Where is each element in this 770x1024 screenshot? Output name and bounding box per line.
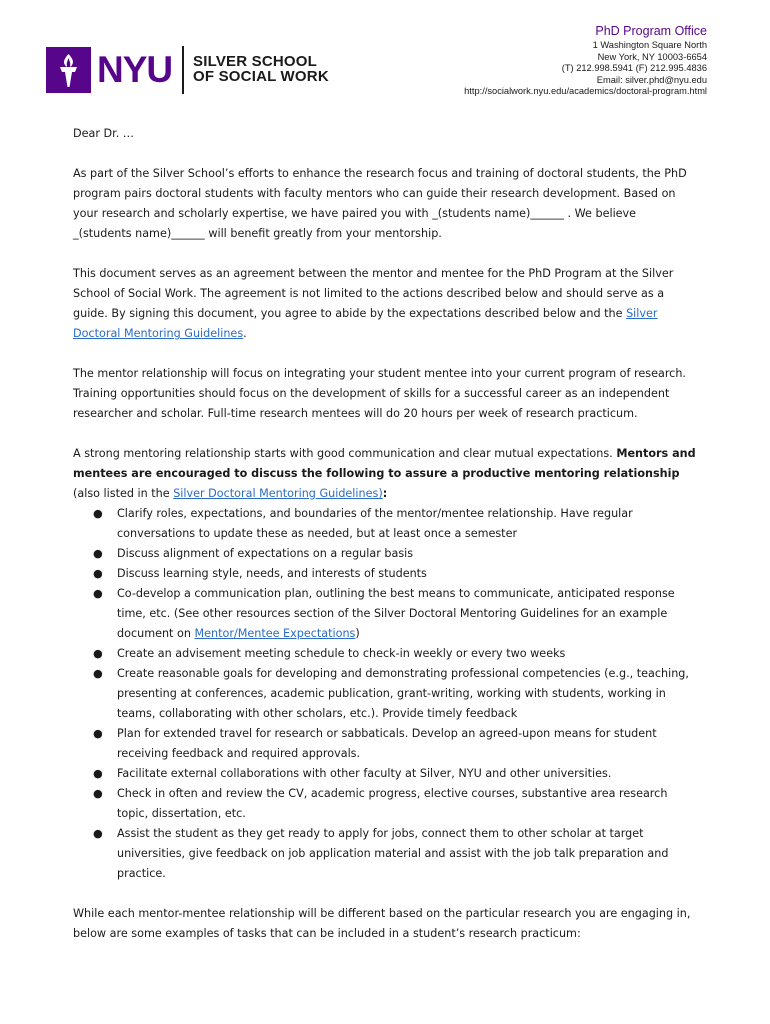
list-item-text: Facilitate external collaborations with other faculty at Silver, NYU and other universities.	[117, 767, 612, 780]
list-item	[73, 504, 698, 544]
list-item-text: Create an advisement meeting schedule to check-in weekly or every two weeks	[117, 647, 566, 660]
bullet-icon: ●	[93, 587, 103, 600]
list-item-text: Clarify roles, expectations, and boundaries of the mentor/mentee relationship. Have regular conversations to update these as needed, but at least once a semester	[117, 507, 633, 540]
bullet-icon: ●	[93, 727, 103, 740]
office-address: 1 Washington Square North	[592, 40, 707, 50]
paragraph-focus: The mentor relationship will focus on integrating your student mentee into your current program of research. Training opportunities should focus on the development of skills for a successful career as an independent researcher and scholar. Full-time research mentees will do 20 hours per week of research practicum.	[73, 367, 686, 420]
bullet-icon: ●	[93, 507, 103, 520]
paragraph-expectations	[73, 444, 698, 504]
office-title: PhD Program Office	[595, 24, 707, 38]
paragraph-intro: As part of the Silver School’s efforts to enhance the research focus and training of doctoral students, the PhD program pairs doctoral students with faculty mentors who can guide their research development. Based on your research and scholarly expertise, we have paired you with _(students name)______ . We believe _(students name)______ will benefit greatly from your mentorship.	[73, 167, 687, 240]
list-item	[73, 784, 698, 824]
list-item-text: Create reasonable goals for developing and demonstrating professional competencies (e.g., teaching, presenting at conferences, academic publication, grant-writing, working with students, working in teams, collaborating with other scholars, etc.). Provide timely feedback	[117, 667, 689, 720]
mentoring-bullet-list	[73, 504, 698, 884]
office-url: http://socialwork.nyu.edu/academics/doctoral-program.html	[464, 86, 707, 96]
bullet-icon: ●	[93, 827, 103, 840]
list-item	[73, 724, 698, 764]
expectations-bold: Mentors and mentees are encouraged to discuss the following to assure a productive mentoring relationship	[73, 447, 696, 480]
school-name-line2: OF SOCIAL WORK	[193, 68, 329, 85]
bullet-icon: ●	[93, 547, 103, 560]
letterhead	[0, 0, 770, 120]
guidelines-link[interactable]: Silver Doctoral Mentoring Guidelines	[73, 307, 658, 340]
list-item-text: Assist the student as they get ready to apply for jobs, connect them to other scholar at target universities, give feedback on job application material and assist with the job talk preparation and practice.	[117, 827, 669, 880]
list-item	[73, 764, 698, 784]
nyu-wordmark: NYU	[97, 49, 173, 90]
expectations-colon: :	[382, 487, 388, 500]
mentor-mentee-expectations-link[interactable]: Mentor/Mentee Expectations	[194, 627, 356, 640]
salutation: Dear Dr. …	[73, 127, 134, 140]
list-item-text: Check in often and review the CV, academic progress, elective courses, substantive area research topic, dissertation, etc.	[117, 787, 668, 820]
list-item	[73, 544, 698, 564]
list-item-text: Plan for extended travel for research or sabbaticals. Develop an agreed-upon means for student receiving feedback and required approvals.	[117, 727, 657, 760]
agreement-end: .	[243, 327, 247, 340]
nyu-torch-icon	[46, 47, 91, 93]
paragraph-agreement	[73, 264, 698, 344]
office-email: Email: silver.phd@nyu.edu	[596, 74, 707, 85]
list-item	[73, 824, 698, 884]
letter-body	[73, 124, 698, 944]
bullet-icon: ●	[93, 787, 103, 800]
office-contact	[464, 24, 707, 98]
list-item	[73, 644, 698, 664]
logo-divider	[182, 46, 184, 94]
list-item-text: Discuss alignment of expectations on a regular basis	[117, 547, 414, 560]
bullet-icon: ●	[93, 767, 103, 780]
bullet-icon: ●	[93, 647, 103, 660]
school-name-line1: SILVER SCHOOL	[193, 53, 317, 70]
bullet-icon: ●	[93, 667, 103, 680]
bullet-icon: ●	[93, 567, 103, 580]
list-item-text: Co-develop a communication plan, outlining the best means to communicate, anticipated response time, etc. (See other resources section of the Silver Doctoral Mentoring Guidelines for an example document on	[117, 587, 675, 640]
agreement-text: This document serves as an agreement between the mentor and mentee for the PhD Program at the Silver School of Social Work. The agreement is not limited to the actions described below and should serve as a guide. By signing this document, you agree to abide by the expectations described below and the	[73, 267, 674, 320]
guidelines-link-2[interactable]: Silver Doctoral Mentoring Guidelines)	[173, 487, 383, 500]
office-phone: (T) 212.998.5941 (F) 212.995.4836	[561, 63, 707, 73]
paragraph-practicum: While each mentor-mentee relationship will be different based on the particular research you are engaging in, below are some examples of tasks that can be included in a student’s research practicum:	[73, 907, 691, 940]
list-item	[73, 584, 698, 644]
list-item	[73, 664, 698, 724]
school-name	[193, 54, 329, 84]
office-city: New York, NY 10003-6654	[597, 51, 707, 62]
list-item-end: )	[355, 627, 360, 640]
expectations-text: A strong mentoring relationship starts with good communication and clear mutual expectations.	[73, 447, 617, 460]
expectations-paren: (also listed in the	[73, 487, 174, 500]
list-item-text: Discuss learning style, needs, and interests of students	[117, 567, 427, 580]
list-item	[73, 564, 698, 584]
